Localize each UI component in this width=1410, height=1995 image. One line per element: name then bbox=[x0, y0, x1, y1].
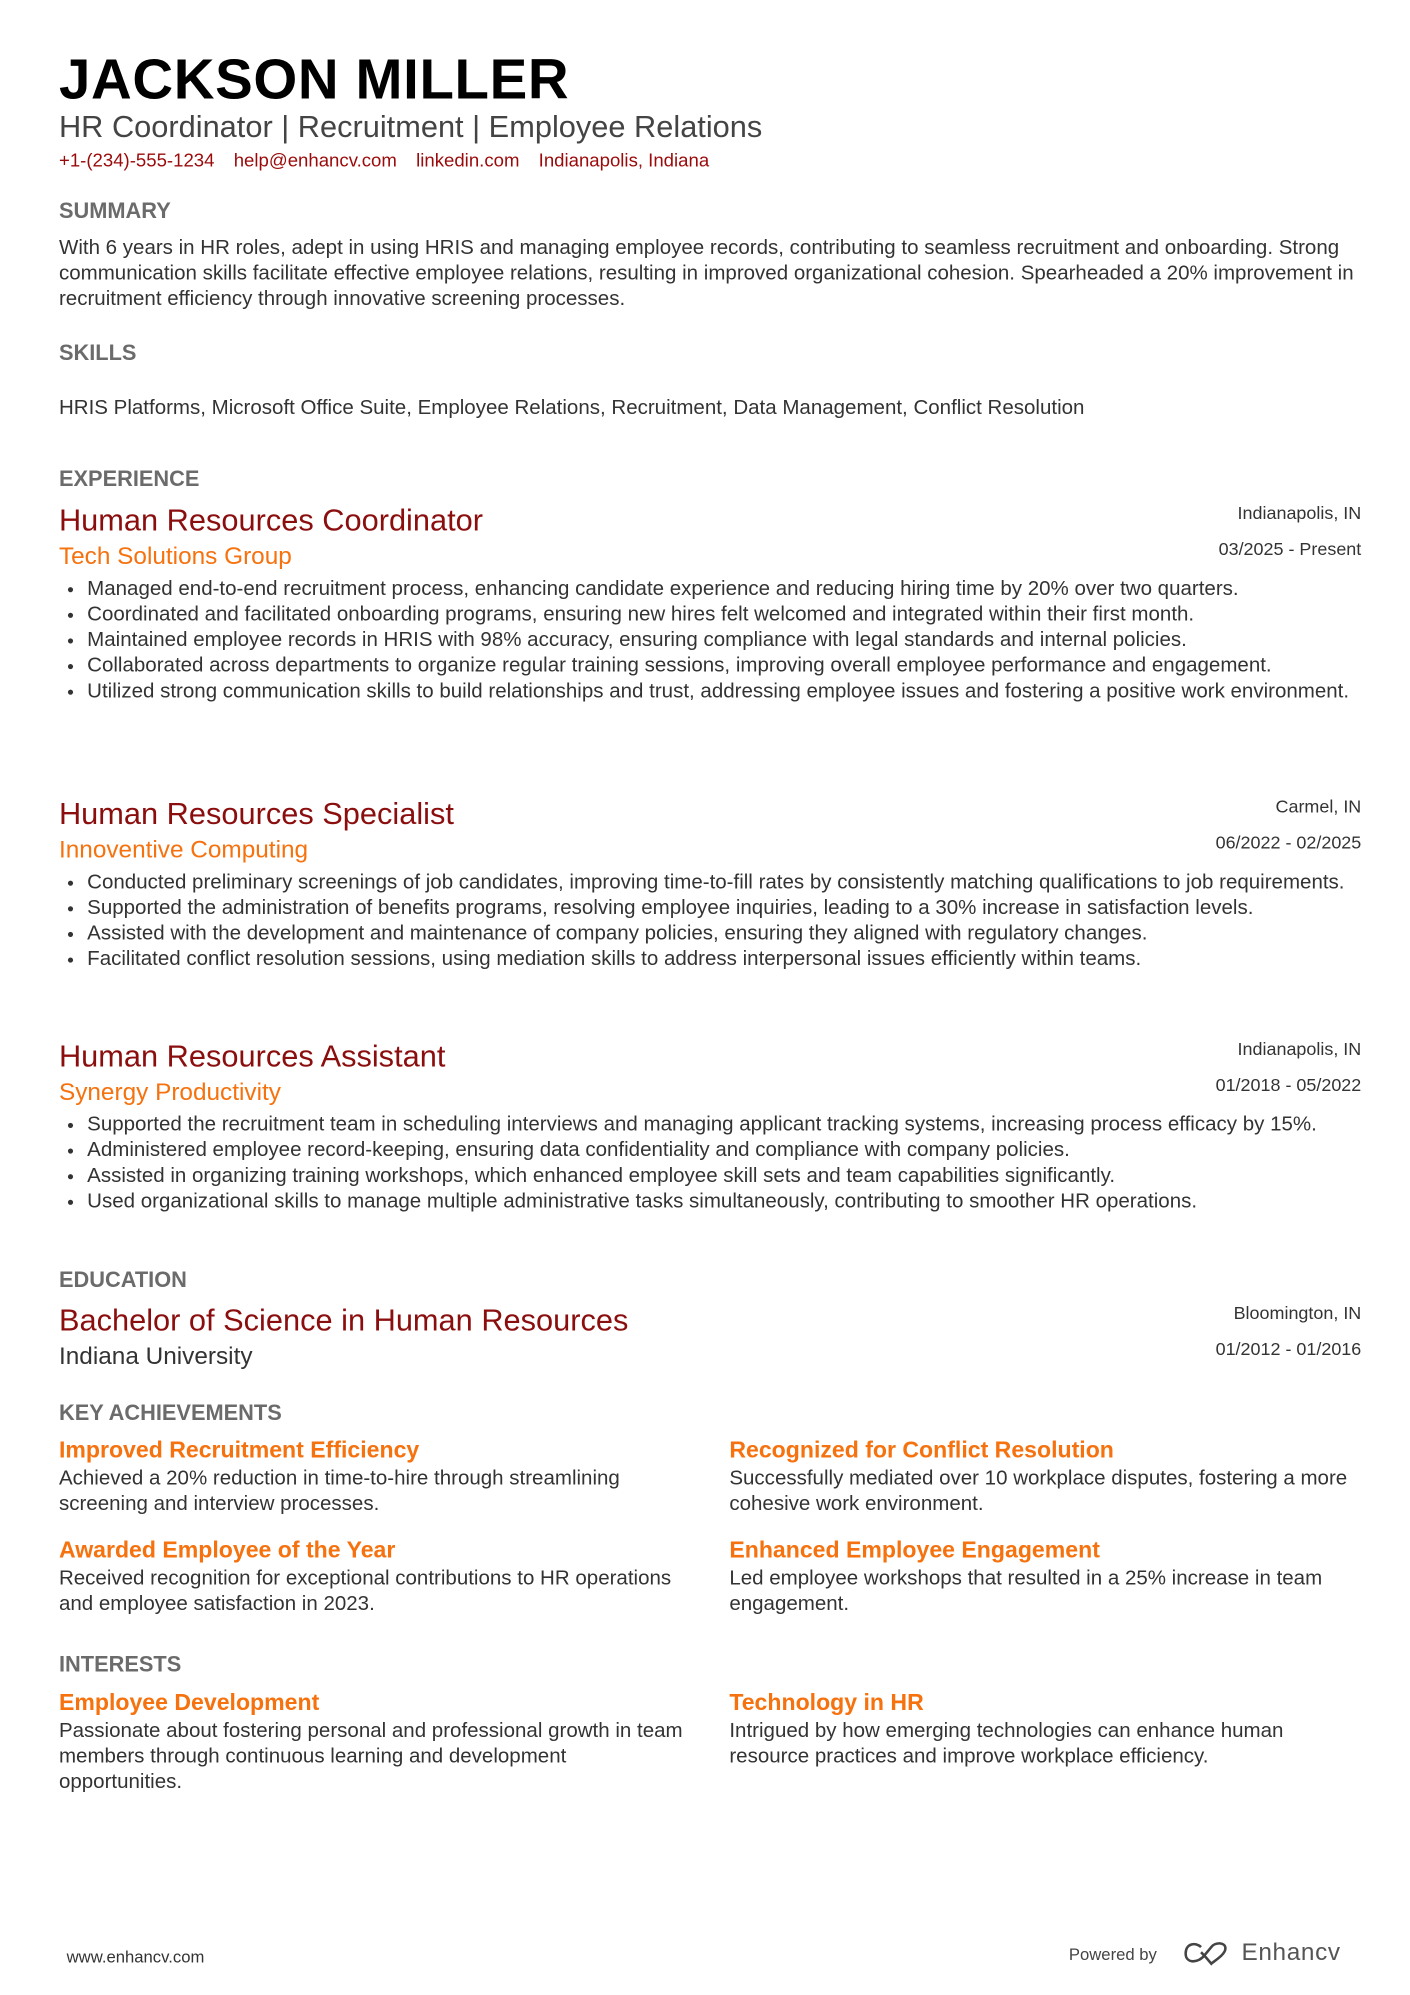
job-bullet: • Utilized strong communication skills to build relationships and trust, addressing employee issues and fostering a positive work environment. bbox=[87, 679, 1361, 705]
job-title: Human Resources Specialist bbox=[58, 797, 454, 832]
degree: Bachelor of Science in Human Resources bbox=[58, 1303, 629, 1339]
job-location: Carmel, IN bbox=[1275, 795, 1362, 817]
job-dates: 06/2022 - 02/2025 bbox=[1215, 831, 1362, 853]
achievements-item-text: Achieved a 20% reduction in time-to-hire through streamlining screening and interview processes. bbox=[58, 1467, 620, 1516]
job-entry bbox=[59, 502, 1361, 705]
interests-item-title: Technology in HR bbox=[729, 1689, 924, 1716]
job-dates: 03/2025 - Present bbox=[1218, 538, 1362, 559]
job-bullet: • Assisted with the development and maintenance of company policies, ensuring they aligned with regulatory changes. bbox=[87, 922, 1361, 948]
job-title: Human Resources Assistant bbox=[58, 1039, 446, 1075]
interests-item-title: Employee Development bbox=[58, 1689, 320, 1716]
achievements-list bbox=[59, 1433, 1361, 1618]
job-bullet: • Supported the administration of benefits programs, resolving employee inquiries, leading to a 30% increase in satisfaction levels. bbox=[87, 896, 1361, 922]
job-bullets bbox=[59, 870, 1361, 973]
achievements-item-title: Recognized for Conflict Resolution bbox=[729, 1436, 1114, 1463]
education-location: Bloomington, IN bbox=[1233, 1302, 1362, 1323]
job-bullets bbox=[59, 577, 1361, 705]
candidate-headline: HR Coordinator | Recruitment | Employee Relations bbox=[58, 110, 763, 145]
job-bullet: • Assisted in organizing training workshops, which enhanced employee skill sets and team capabilities significantly. bbox=[87, 1164, 1361, 1190]
footer-branding bbox=[1069, 1939, 1341, 1967]
education-entry bbox=[59, 1302, 1361, 1374]
job-entry bbox=[59, 1038, 1361, 1215]
summary-heading: SUMMARY bbox=[58, 198, 171, 224]
enhancv-logo-icon bbox=[1183, 1941, 1232, 1967]
job-bullet: • Collaborated across departments to organize regular training sessions, improving overall employee performance and engagement. bbox=[87, 654, 1361, 680]
achievements-item bbox=[729, 1433, 1361, 1518]
summary-text: With 6 years in HR roles, adept in using HRIS and managing employee records, contributing to seamless recruitment and onboarding. Strong communication skills facilitate effective employee relations, resulting in improved organizational cohesion. Spearheaded a 20% improvement in recruitment efficiency through innovative screening processes. bbox=[58, 237, 1354, 311]
candidate-name: JACKSON MILLER bbox=[58, 48, 570, 112]
job-bullet: • Managed end-to-end recruitment process, enhancing candidate experience and reducing hiring time by 20% over two quarters. bbox=[87, 577, 1361, 603]
job-bullets bbox=[59, 1113, 1361, 1216]
interests-list bbox=[59, 1686, 1361, 1796]
job-bullet: • Coordinated and facilitated onboarding programs, ensuring new hires felt welcomed and integrated within their first month. bbox=[87, 602, 1361, 628]
achievements-item-text: Successfully mediated over 10 workplace disputes, fostering a more cohesive work environment. bbox=[729, 1467, 1348, 1516]
achievements-item bbox=[729, 1533, 1361, 1618]
interests-heading: INTERESTS bbox=[58, 1652, 182, 1677]
achievements-item-title: Awarded Employee of the Year bbox=[58, 1536, 396, 1563]
phone-link[interactable]: +1-(234)-555-1234 bbox=[58, 151, 215, 172]
interests-item bbox=[729, 1686, 1361, 1796]
skills-text: HRIS Platforms, Microsoft Office Suite, Employee Relations, Recruitment, Data Management, Conflict Resolution bbox=[58, 397, 1085, 420]
achievements-item bbox=[59, 1433, 691, 1518]
enhancv-logo-text: Enhancv bbox=[1241, 1939, 1341, 1967]
job-bullet: • Used organizational skills to manage multiple administrative tasks simultaneously, contributing to smoother HR operations. bbox=[87, 1190, 1361, 1216]
education-heading: EDUCATION bbox=[58, 1267, 187, 1293]
linkedin-link[interactable]: linkedin.com bbox=[416, 151, 520, 172]
job-bullet: • Maintained employee records in HRIS with 98% accuracy, ensuring compliance with legal standards and internal policies. bbox=[87, 628, 1361, 654]
achievements-item-title: Improved Recruitment Efficiency bbox=[58, 1436, 420, 1463]
company-name: Innoventive Computing bbox=[58, 837, 309, 864]
email-link[interactable]: help@enhancv.com bbox=[233, 151, 397, 172]
school: Indiana University bbox=[58, 1343, 253, 1371]
company-name: Tech Solutions Group bbox=[58, 543, 292, 571]
skills-heading: SKILLS bbox=[58, 340, 137, 366]
interests-item-text: Passionate about fostering personal and professional growth in team members through continuous learning and development opportunities. bbox=[58, 1720, 683, 1794]
job-location: Indianapolis, IN bbox=[1237, 502, 1362, 523]
job-dates: 01/2018 - 05/2022 bbox=[1215, 1074, 1362, 1095]
contact-info bbox=[59, 151, 1361, 172]
job-location: Indianapolis, IN bbox=[1237, 1038, 1362, 1059]
interests-item bbox=[59, 1686, 691, 1796]
education-dates: 01/2012 - 01/2016 bbox=[1215, 1338, 1362, 1359]
powered-by-label: Powered by bbox=[1068, 1943, 1157, 1964]
footer-website[interactable]: www.enhancv.com bbox=[66, 1947, 205, 1967]
experience-heading: EXPERIENCE bbox=[58, 466, 200, 491]
job-bullet: • Supported the recruitment team in scheduling interviews and managing applicant tracking systems, increasing process efficacy by 15%. bbox=[87, 1113, 1361, 1139]
job-bullet: • Administered employee record-keeping, ensuring data confidentiality and compliance with company policies. bbox=[87, 1138, 1361, 1164]
achievements-item-title: Enhanced Employee Engagement bbox=[729, 1536, 1100, 1563]
job-title: Human Resources Coordinator bbox=[58, 503, 484, 539]
job-entry bbox=[59, 796, 1361, 973]
achievements-item-text: Received recognition for exceptional contributions to HR operations and employee satisfaction in 2023. bbox=[58, 1567, 672, 1616]
company-name: Synergy Productivity bbox=[58, 1079, 281, 1107]
achievements-item bbox=[59, 1533, 691, 1618]
achievements-heading: KEY ACHIEVEMENTS bbox=[58, 1401, 282, 1426]
interests-item-text: Intrigued by how emerging technologies can enhance human resource practices and improve workplace efficiency. bbox=[729, 1720, 1284, 1768]
job-bullet: • Conducted preliminary screenings of job candidates, improving time-to-fill rates by consistently matching qualifications to job requirements. bbox=[87, 870, 1361, 896]
job-bullet: • Facilitated conflict resolution sessions, using mediation skills to address interpersonal issues efficiently within teams. bbox=[87, 947, 1361, 973]
location-text: Indianapolis, Indiana bbox=[538, 151, 710, 172]
achievements-item-text: Led employee workshops that resulted in a 25% increase in team engagement. bbox=[729, 1567, 1323, 1616]
